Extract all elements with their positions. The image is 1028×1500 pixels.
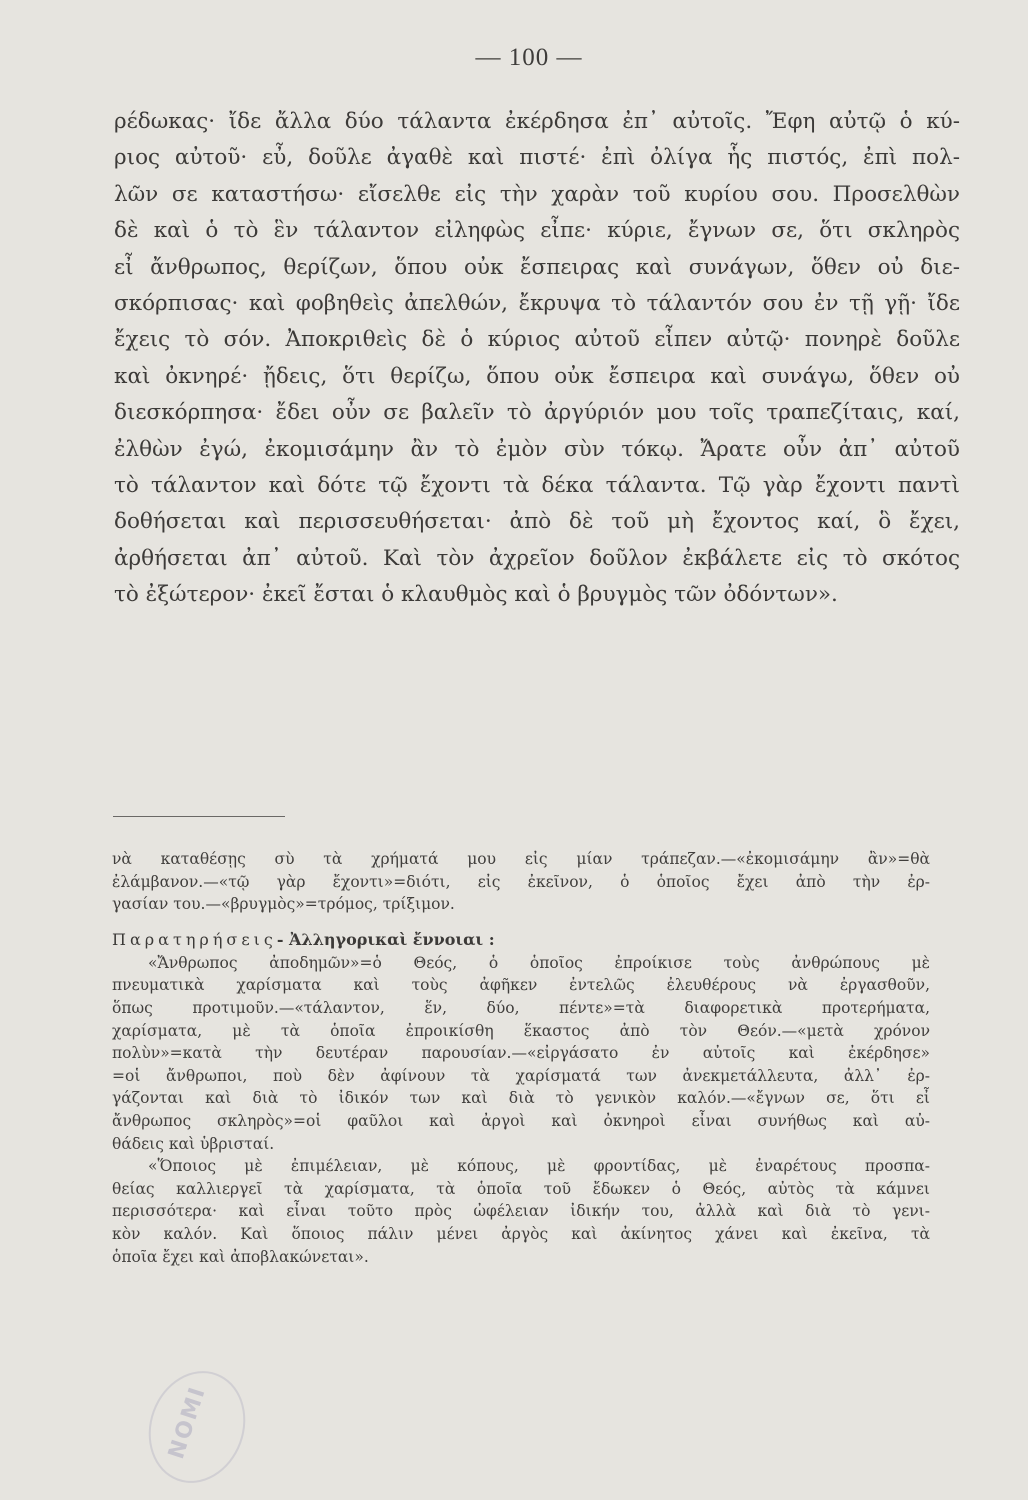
main-text-line: δοθήσεται καὶ περισσευθήσεται· ἀπὸ δὲ τοῦ μὴ ἔχοντος καί, ὃ ἔχει, — [114, 509, 960, 535]
paragraph-2-line: ὁποῖα ἔχει καὶ ἀποβλακώνεται». — [112, 1247, 369, 1266]
main-text-line: ἀρθήσεται ἀπ᾿ αὐτοῦ. Καὶ τὸν ἀχρεῖον δοῦλον ἐκβάλετε εἰς τὸ σκότος — [114, 545, 960, 571]
main-text-line: ριος αὐτοῦ· εὖ, δοῦλε ἀγαθὲ καὶ πιστέ· ἐπὶ ὀλίγα ἧς πιστός, ἐπὶ πολ- — [114, 145, 960, 171]
page-number: — 100 — — [475, 44, 583, 71]
paragraph-1-line: «Ἄνθρωπος ἀποδημῶν»=ὁ Θεός, ὁ ὁποῖος ἐπροίκισε τοὺς ἀνθρώπους μὲ — [148, 953, 930, 972]
main-text-line: σκόρπισας· καὶ φοβηθεὶς ἀπελθών, ἔκρυψα τὸ τάλαντόν σου ἐν τῇ γῇ· ἴδε — [114, 290, 960, 316]
paragraph-1-line: γάζονται καὶ διὰ τὸ ἰδικόν των καὶ διὰ τὸ γενικὸν καλόν.—«ἔγνων σε, ὅτι εἶ — [112, 1089, 930, 1108]
remarks-heading-title: Παρατηρήσεις — [112, 929, 277, 949]
paragraph-2-line: κὸν καλόν. Καὶ ὅποιος πάλιν μένει ἀργὸς καὶ ἀκίνητος χάνει καὶ ἐκεῖνα, τὰ — [112, 1224, 930, 1243]
notes-block — [112, 848, 930, 1268]
paragraph-2-line: θείας καλλιεργεῖ τὰ χαρίσματα, τὰ ὁποῖα τοῦ ἔδωκεν ὁ Θεός, αὐτὸς τὰ κάμνει — [112, 1179, 930, 1198]
paragraph-1-line: πολὺν»=κατὰ τὴν δευτέραν παρουσίαν.—«εἰργάσατο ἐν αὐτοῖς καὶ ἐκέρδησε» — [112, 1044, 930, 1063]
spacer — [112, 916, 930, 928]
main-text-line: διεσκόρπησα· ἔδει οὖν σε βαλεῖν τὸ ἀργύριόν μου τοῖς τραπεζίταις, καί, — [114, 400, 960, 426]
main-text-block — [114, 104, 960, 613]
main-text-line: δὲ καὶ ὁ τὸ ἓν τάλαντον εἰληφὼς εἶπε· κύριε, ἔγνων σε, ὅτι σκληρὸς — [114, 218, 960, 244]
paragraph-1-line: ὅπως προτιμοῦν.—«τάλαντον, ἕν, δύο, πέντε»=τὰ διαφορετικὰ προτερήματα, — [112, 998, 930, 1017]
paragraph-1-line: πνευματικὰ χαρίσματα καὶ τοὺς ἀφῆκεν ἐντελῶς ἐλευθέρους νὰ ἐργασθοῦν, — [112, 976, 930, 995]
remarks-heading — [112, 928, 930, 952]
main-text-line: τὸ τάλαντον καὶ δότε τῷ ἔχοντι τὰ δέκα τάλαντα. Τῷ γὰρ ἔχοντι παντὶ — [114, 472, 960, 498]
remarks-heading-subtitle: - Ἀλληγορικαὶ ἔννοιαι : — [276, 929, 495, 949]
paragraph-1-line: χαρίσματα, μὲ τὰ ὁποῖα ἐπροικίσθη ἕκαστος ἀπὸ τὸν Θεόν.—«μετὰ χρόνον — [112, 1021, 930, 1040]
paragraph-1-line: θάδεις καὶ ὑβρισταί. — [112, 1134, 275, 1153]
footnote-divider — [113, 816, 285, 817]
glossary-line: νὰ καταθέσῃς σὺ τὰ χρήματά μου εἰς μίαν τράπεζαν.—«ἐκομισάμην ἂν»=θὰ — [112, 850, 930, 868]
main-text-line: λῶν σε καταστήσω· εἴσελθε εἰς τὴν χαρὰν τοῦ κυρίου σου. Προσελθὼν — [114, 181, 960, 207]
main-text-line: εἶ ἄνθρωπος, θερίζων, ὅπου οὐκ ἔσπειρας καὶ συνάγων, ὅθεν οὐ διε- — [114, 254, 960, 280]
paragraph-1-line: =οἱ ἄνθρωποι, ποὺ δὲν ἀφίνουν τὰ χαρίσματά των ἀνεκμετάλλευτα, ἀλλ᾿ ἐρ- — [112, 1066, 930, 1085]
paragraph-2-line: περισσότερα· καὶ εἶναι τοῦτο πρὸς ὠφέλειαν ἰδικήν του, ἀλλὰ καὶ διὰ τὸ γενι- — [112, 1202, 930, 1221]
glossary-line: γασίαν του.—«βρυγμὸς»=τρόμος, τρίξιμον. — [112, 895, 455, 914]
library-stamp-text: ΝΟΜΙ — [164, 1382, 212, 1463]
main-text-line: τὸ ἐξώτερον· ἐκεῖ ἔσται ὁ κλαυθμὸς καὶ ὁ βρυγμὸς τῶν ὀδόντων». — [114, 582, 838, 608]
glossary-line: ἐλάμβανον.—«τῷ γὰρ ἔχοντι»=διότι, εἰς ἐκεῖνον, ὁ ὁποῖος ἔχει ἀπὸ τὴν ἐρ- — [112, 872, 930, 891]
main-text-line: ἔχεις τὸ σόν. Ἀποκριθεὶς δὲ ὁ κύριος αὐτοῦ εἶπεν αὐτῷ· πονηρὲ δοῦλε — [114, 327, 960, 353]
paragraph-1-line: ἄνθρωπος σκληρὸς»=οἱ φαῦλοι καὶ ἀργοὶ καὶ ὀκνηροὶ εἶναι συνήθως καὶ αὐ- — [112, 1111, 930, 1130]
paragraph-2-line: «Ὅποιος μὲ ἐπιμέλειαν, μὲ κόπους, μὲ φροντίδας, μὲ ἐναρέτους προσπα- — [148, 1157, 930, 1176]
main-text-line: καὶ ὀκνηρέ· ᾔδεις, ὅτι θερίζω, ὅπου οὐκ ἔσπειρα καὶ συνάγω, ὅθεν οὐ — [114, 363, 960, 389]
main-text-line: ἐλθὼν ἐγώ, ἐκομισάμην ἂν τὸ ἐμὸν σὺν τόκῳ. Ἄρατε οὖν ἀπ᾿ αὐτοῦ — [114, 436, 960, 462]
main-text-line: ρέδωκας· ἴδε ἄλλα δύο τάλαντα ἐκέρδησα ἐπ᾿ αὐτοῖς. Ἔφη αὐτῷ ὁ κύ- — [114, 109, 960, 134]
